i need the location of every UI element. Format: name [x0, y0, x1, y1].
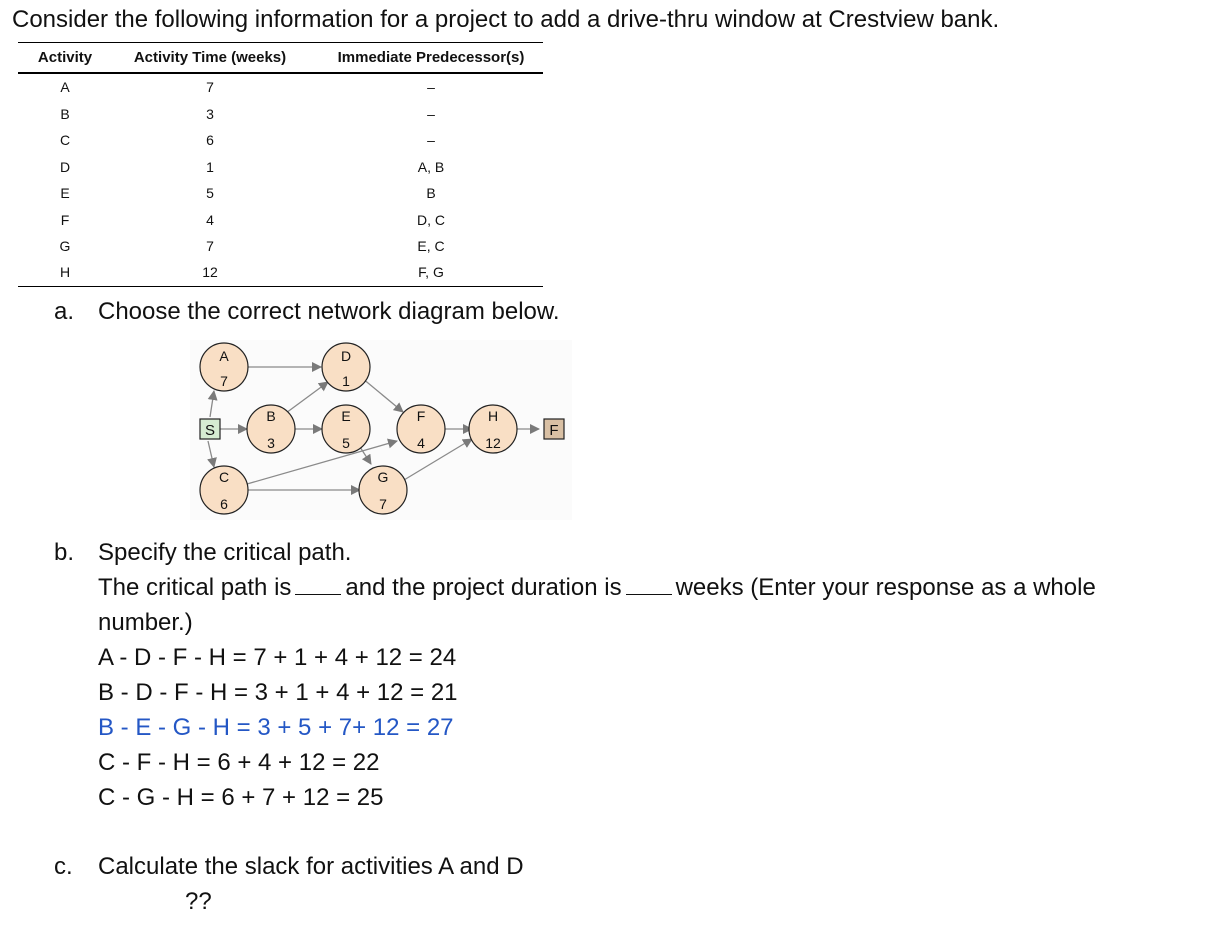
cell-pred: F, G: [418, 264, 444, 280]
header-predecessors: Immediate Predecessor(s): [337, 49, 525, 66]
cell-time: 7: [206, 238, 214, 254]
problem-title: Consider the following information for a project to add a drive-thru window at Crestview bank.: [12, 6, 1000, 33]
finish-label: F: [549, 422, 559, 439]
cell-activity: G: [59, 238, 71, 254]
prompt-text-2: and the project duration is: [345, 574, 622, 601]
start-label: S: [204, 422, 216, 439]
cell-activity: C: [59, 132, 71, 148]
node-g-time: 7: [379, 496, 387, 512]
node-e-label: E: [341, 408, 351, 424]
cell-pred: –: [427, 79, 435, 95]
node-f-label: F: [416, 408, 426, 424]
duration-answer-blank[interactable]: [626, 576, 672, 595]
node-c-label: C: [218, 469, 230, 485]
part-b-letter: b.: [54, 539, 75, 566]
network-diagram-svg: [190, 340, 572, 520]
prompt-text-1: The critical path is: [98, 574, 292, 601]
cell-time: 3: [206, 106, 214, 122]
cell-pred: –: [427, 132, 435, 148]
cell-time: 5: [206, 185, 214, 201]
node-h-label: H: [487, 408, 499, 424]
cell-time: 4: [206, 212, 214, 228]
cell-activity: H: [59, 264, 71, 280]
cell-pred: D, C: [417, 212, 445, 228]
critical-path-line: B - E - G - H = 3 + 5 + 7+ 12 = 27: [98, 714, 454, 741]
part-c-answer: ??: [185, 888, 212, 915]
part-a-letter: a.: [54, 298, 75, 325]
cell-pred: –: [427, 106, 435, 122]
cell-pred: A, B: [417, 159, 445, 175]
node-a-time: 7: [220, 373, 228, 389]
node-e-time: 5: [342, 435, 350, 451]
cell-activity: A: [60, 79, 70, 95]
cell-activity: E: [60, 185, 70, 201]
path-line: B - D - F - H = 3 + 1 + 4 + 12 = 21: [98, 679, 458, 706]
node-f-time: 4: [417, 435, 425, 451]
header-activity-time: Activity Time (weeks): [133, 49, 287, 66]
edge-b-d: [286, 382, 328, 413]
table-bottom-rule: [18, 286, 543, 287]
part-a-text: Choose the correct network diagram below.: [98, 298, 560, 325]
node-h-time: 12: [485, 435, 501, 451]
network-diagram[interactable]: [190, 340, 572, 520]
cell-time: 12: [202, 264, 218, 280]
node-g-label: G: [377, 469, 389, 485]
node-c-time: 6: [220, 496, 228, 512]
cell-time: 1: [206, 159, 214, 175]
cell-time: 7: [206, 79, 214, 95]
node-b-time: 3: [267, 435, 275, 451]
path-line: C - G - H = 6 + 7 + 12 = 25: [98, 784, 384, 811]
prompt-text-3: weeks (Enter your response as a whole: [675, 574, 1096, 601]
cell-activity: F: [60, 212, 70, 228]
path-line: A - D - F - H = 7 + 1 + 4 + 12 = 24: [98, 644, 457, 671]
edge-s-a: [210, 391, 214, 417]
part-b-prompt: [98, 574, 1096, 602]
node-b-label: B: [266, 408, 276, 424]
edge-s-c: [208, 441, 214, 467]
cell-activity: B: [60, 106, 70, 122]
node-d-label: D: [340, 348, 352, 364]
table-top-rule: [18, 42, 543, 43]
cell-pred: E, C: [417, 238, 445, 254]
cell-time: 6: [206, 132, 214, 148]
edge-d-f: [362, 378, 403, 412]
critical-path-answer-blank[interactable]: [295, 576, 341, 595]
cell-pred: B: [426, 185, 436, 201]
part-c-letter: c.: [54, 853, 73, 880]
table-header-rule: [18, 72, 543, 74]
prompt-text-4: number.): [98, 609, 193, 636]
part-c-text: Calculate the slack for activities A and D: [98, 853, 524, 880]
header-activity: Activity: [37, 49, 93, 66]
node-a-label: A: [219, 348, 229, 364]
node-d-time: 1: [342, 373, 350, 389]
path-line: C - F - H = 6 + 4 + 12 = 22: [98, 749, 380, 776]
part-b-heading: Specify the critical path.: [98, 539, 352, 566]
cell-activity: D: [59, 159, 71, 175]
